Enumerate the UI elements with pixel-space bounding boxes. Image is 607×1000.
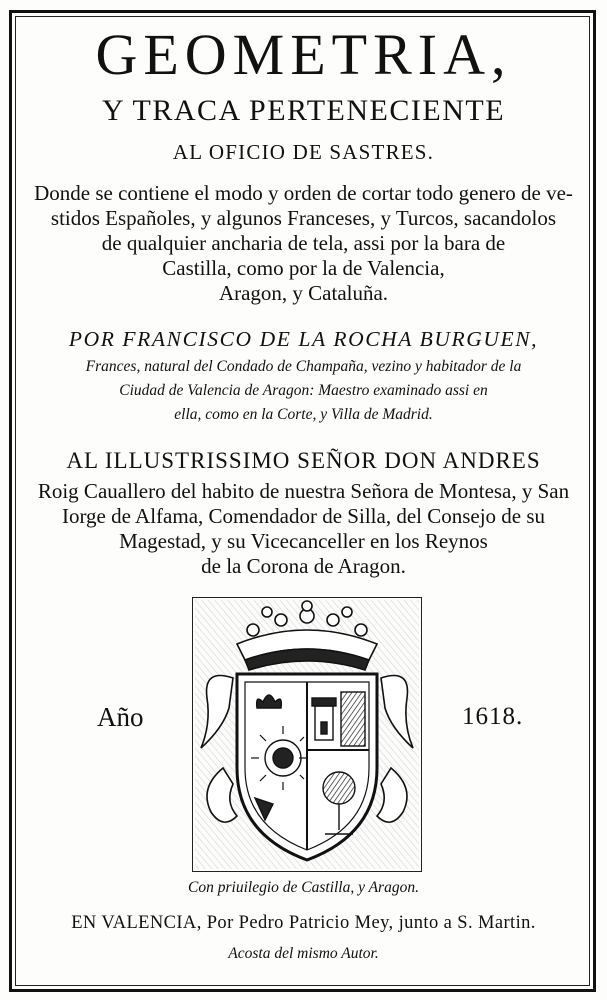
author-line: POR FRANCISCO DE LA ROCHA BURGUEN, (68, 327, 539, 351)
description-line: Donde se contiene el modo y orden de cortar todo genero de ve- (34, 181, 573, 205)
description-line: Castilla, como por la de Valencia, (162, 256, 445, 280)
author-detail-line: ella, como en la Corte, y Villa de Madrid. (174, 406, 433, 423)
dedication-heading: AL ILLUSTRISSIMO SEÑOR DON ANDRES (66, 448, 541, 473)
cost-note-line: Acosta del mismo Autor. (228, 945, 379, 962)
year-value: 1618. (462, 703, 524, 730)
year-label: Año (97, 702, 144, 732)
imprint-line: EN VALENCIA, Por Pedro Patricio Mey, junto a S. Martin. (71, 913, 536, 933)
dedication-line: Iorge de Alfama, Comendador de Silla, del Consejo de su (61, 504, 546, 528)
coat-of-arms-woodcut (192, 597, 422, 872)
coat-of-arms-icon (193, 598, 421, 871)
description-line: de qualquier ancharia de tela, assi por la bara de (101, 231, 506, 255)
book-subtitle-2: AL OFICIO DE SASTRES. (172, 140, 435, 164)
book-title: GEOMETRIA, (95, 22, 512, 87)
privilege-line: Con priuilegio de Castilla, y Aragon. (188, 879, 419, 896)
author-detail-line: Frances, natural del Condado de Champaña, vezino y habitador de la (85, 358, 522, 375)
book-subtitle: Y TRACA PERTENECIENTE (101, 94, 506, 127)
dedication-line: Magestad, y su Vicecanceller en los Reynos (119, 529, 488, 553)
description-line: Aragon, y Cataluña. (218, 281, 389, 305)
dedication-line: de la Corona de Aragon. (201, 554, 406, 578)
author-detail-line: Ciudad de Valencia de Aragon: Maestro examinado assi en (119, 382, 488, 399)
description-line: stidos Españoles, y algunos Franceses, y Turcos, sacandolos (50, 206, 557, 230)
dedication-line: Roig Cauallero del habito de nuestra Señora de Montesa, y San (37, 479, 570, 503)
